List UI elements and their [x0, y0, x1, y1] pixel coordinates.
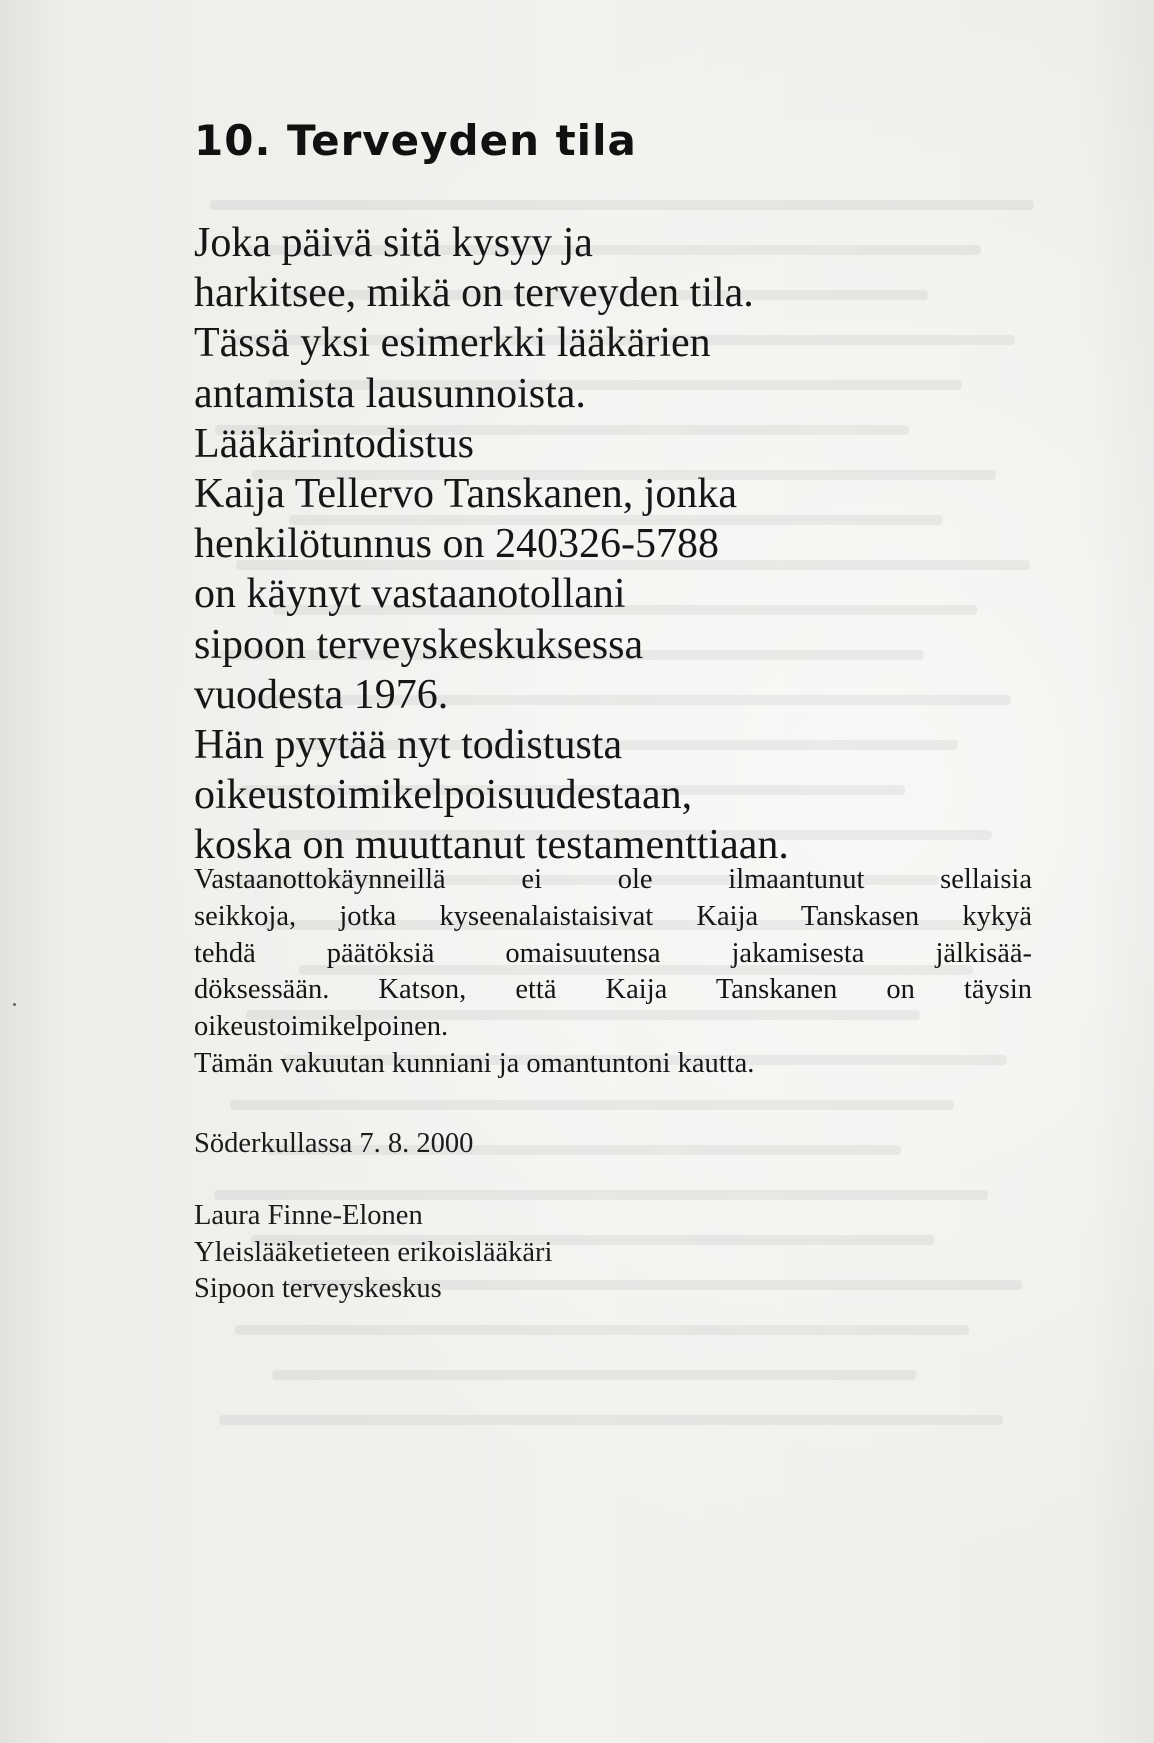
bleed-through-line [235, 1325, 969, 1335]
margin-speck [13, 1003, 16, 1006]
intro-line: henkilötunnus on 240326-5788 [194, 521, 719, 568]
statement-line: oikeustoimikelpoinen. [194, 1011, 449, 1043]
intro-line: vuodesta 1976. [194, 671, 449, 718]
intro-line: antamista lausunnoista. [194, 370, 586, 417]
signature-name: Laura Finne-Elonen [194, 1200, 423, 1231]
intro-line: on käynyt vastaanotollani [194, 571, 626, 618]
signature-block [194, 1198, 552, 1308]
intro-paragraph [194, 218, 1044, 871]
bleed-through-line [219, 1415, 1003, 1425]
intro-line: Kaija Tellervo Tanskanen, jonka [194, 471, 738, 518]
intro-line: Hän pyytää nyt todistusta [194, 722, 623, 769]
intro-line: harkitsee, mikä on terveyden tila. [194, 270, 754, 317]
bleed-through-line [230, 1100, 954, 1110]
statement-line: Tämän vakuutan kunniani ja omantuntoni kautta. [194, 1047, 755, 1079]
statement-line: tehdä päätöksiä omaisuutensa jakamisesta jälkisää- [194, 937, 1032, 969]
signature-title: Yleislääketieteen erikoislääkäri [194, 1236, 553, 1268]
intro-line: Joka päivä sitä kysyy ja [194, 220, 593, 266]
date-line: Söderkullassa 7. 8. 2000 [194, 1128, 474, 1159]
intro-line: oikeustoimikelpoisuudestaan, [194, 772, 693, 819]
statement-line: Vastaanottokäynneillä ei ole ilmaantunut sellaisia [194, 864, 1032, 895]
statement-paragraph [194, 862, 1032, 1083]
intro-line: koska on muuttanut testamenttiaan. [194, 822, 789, 869]
statement-line: döksessään. Katson, että Kaija Tanskanen on täysin [194, 974, 1032, 1006]
bleed-through-line [272, 1370, 916, 1380]
intro-line: Tässä yksi esimerkki lääkärien [194, 320, 711, 367]
signature-institution: Sipoon terveyskeskus [194, 1273, 442, 1304]
statement-line: seikkoja, jotka kyseenalaistaisivat Kaija Tanskasen kykyä [194, 900, 1032, 932]
bleed-through-line [210, 200, 1034, 210]
chapter-heading: 10. Terveyden tila [194, 116, 637, 165]
intro-line: sipoon terveyskeskuksessa [194, 621, 644, 668]
intro-line: Lääkärintodistus [194, 420, 474, 467]
